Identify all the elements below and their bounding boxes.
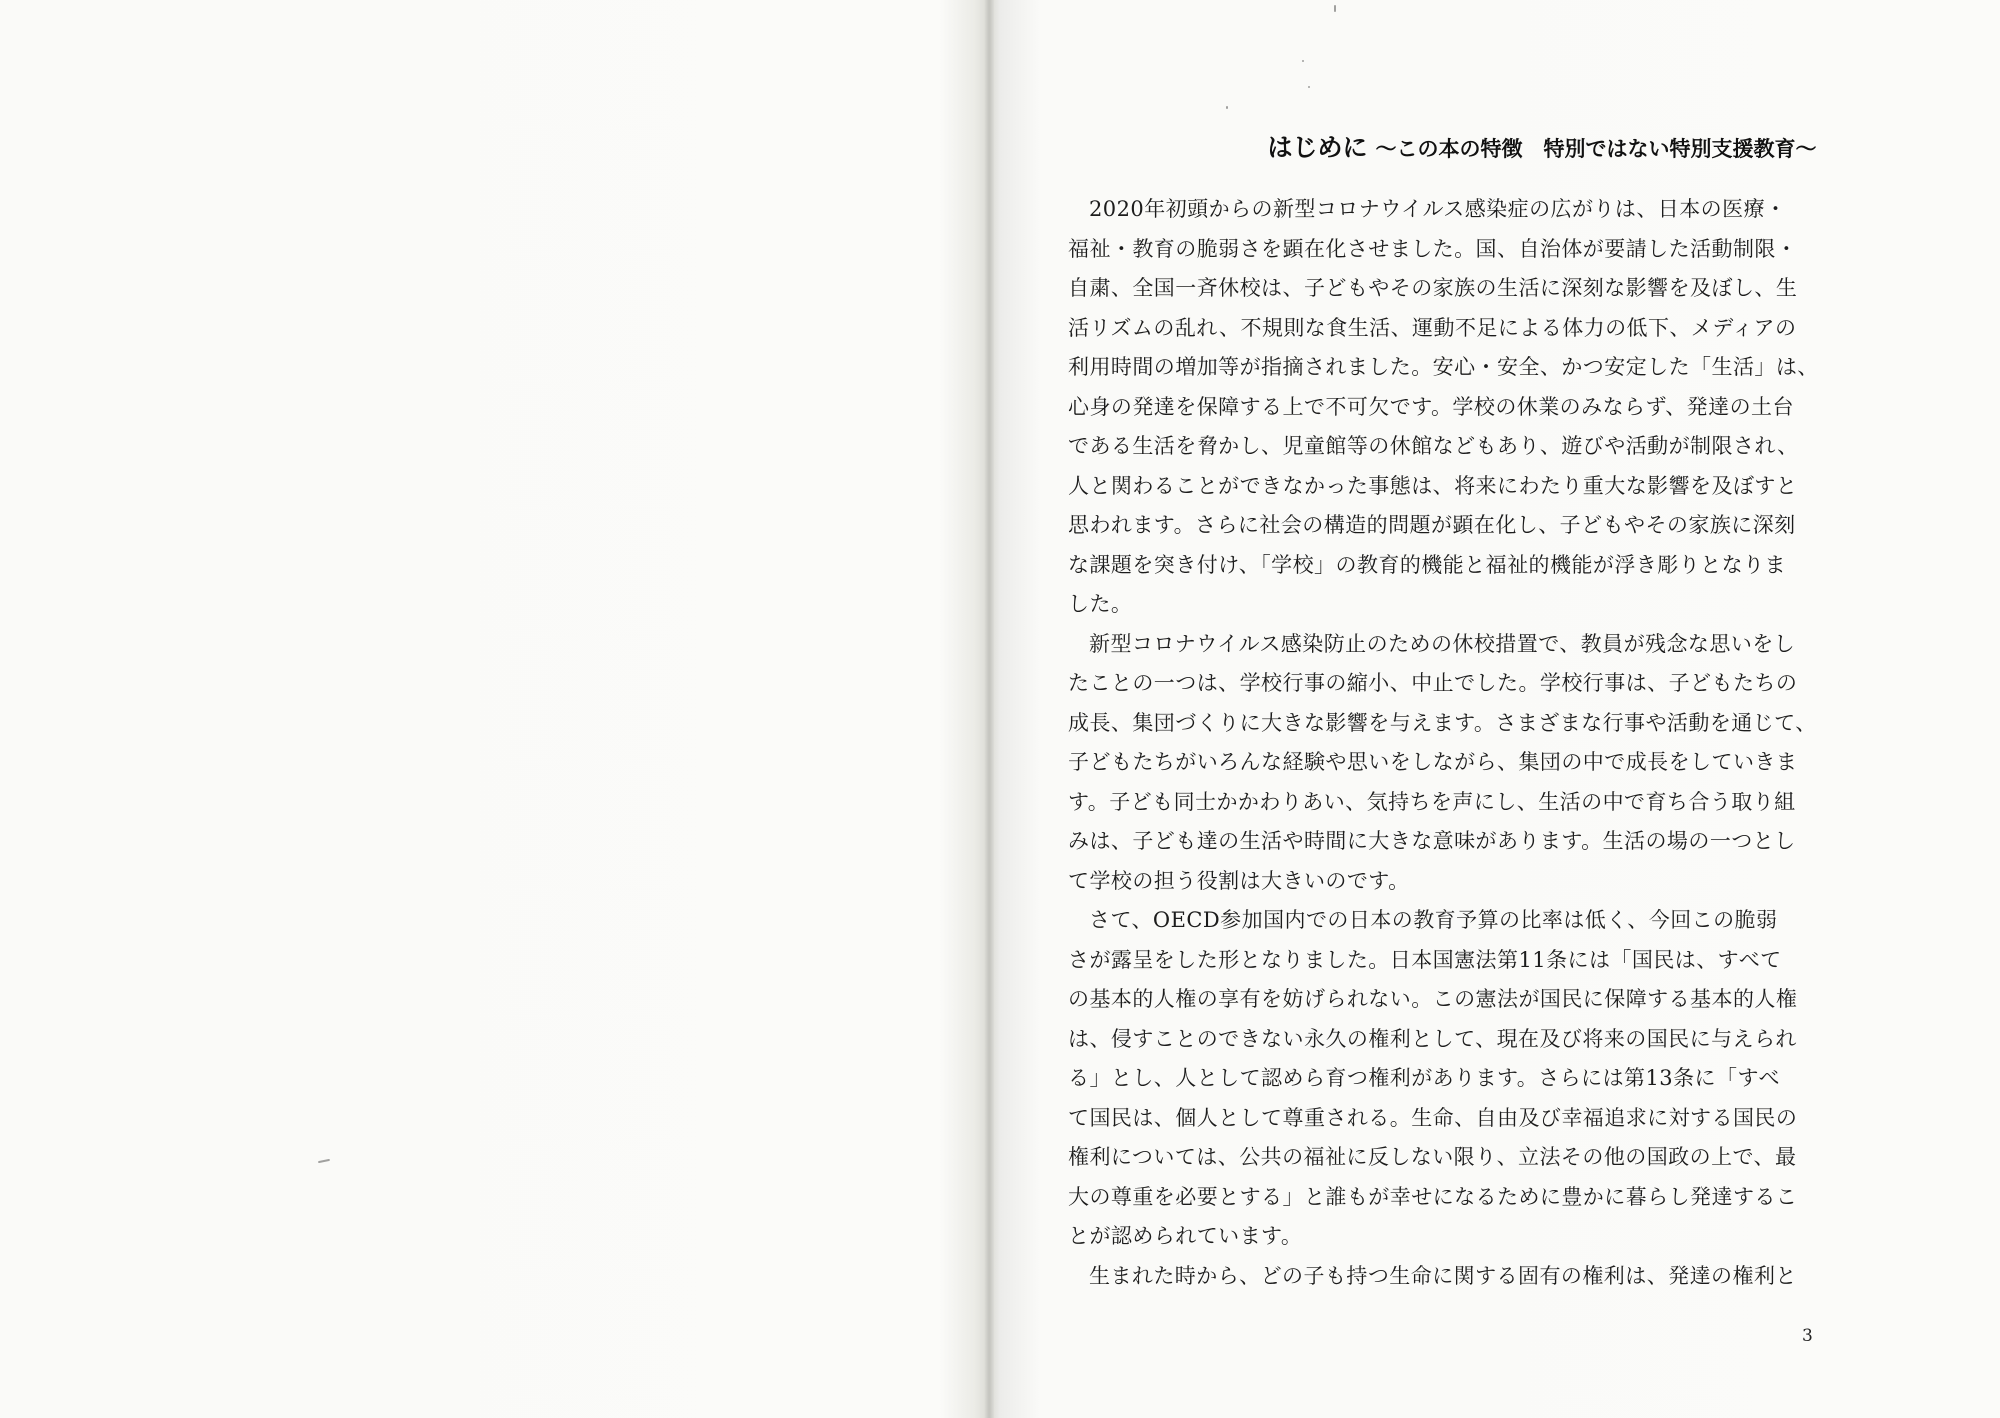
text-line: す。子ども同士かかわりあい、気持ちを声にし、生活の中で育ち合う取り組 xyxy=(1068,789,1796,814)
text-line: 成長、集団づくりに大きな影響を与えます。さまざまな行事や活動を通じて、 xyxy=(1068,710,1817,735)
text-line: て学校の担う役割は大きいのです。 xyxy=(1068,868,1410,893)
text-line: 活リズムの乱れ、不規則な食生活、運動不足による体力の低下、メディアの xyxy=(1068,315,1797,340)
text-line: みは、子ども達の生活や時間に大きな意味があります。生活の場の一つとし xyxy=(1068,829,1796,853)
text-line: 2020年初頭からの新型コロナウイルス感染症の広がりは、日本の医療・ xyxy=(1089,197,1787,221)
text-line: る」とし、人として認めら育つ権利があります。さらには第13条に「すべ xyxy=(1068,1066,1780,1090)
text-line: 生まれた時から、どの子も持つ生命に関する固有の権利は、発達の権利と xyxy=(1089,1263,1797,1288)
body-text xyxy=(1068,190,1835,1296)
text-line: である生活を脅かし、児童館等の休館などもあり、遊びや活動が制限され、 xyxy=(1068,434,1799,458)
text-line: 権利については、公共の福祉に反しない限り、立法その他の国政の上で、最 xyxy=(1068,1145,1797,1169)
text-line: さが露呈をした形となりました。日本国憲法第11条には「国民は、すべて xyxy=(1068,947,1782,972)
text-line: 自粛、全国一斉休校は、子どもやその家族の生活に深刻な影響を及ぼし、生 xyxy=(1068,276,1798,300)
chapter-heading xyxy=(1162,128,1922,164)
scan-speck xyxy=(318,1159,330,1163)
text-line: て国民は、個人として尊重される。生命、自由及び幸福追求に対する国民の xyxy=(1068,1105,1798,1130)
scan-speck xyxy=(1302,60,1304,62)
text-line: の基本的人権の享有を妨げられない。この憲法が国民に保障する基本的人権 xyxy=(1068,987,1798,1011)
text-line: たことの一つは、学校行事の縮小、中止でした。学校行事は、子どもたちの xyxy=(1068,671,1798,695)
left-page-blank xyxy=(0,0,990,1418)
text-line: 心身の発達を保障する上で不可欠です。学校の休業のみならず、発達の土台 xyxy=(1068,394,1794,419)
text-line: 思われます。さらに社会の構造的問題が顕在化し、子どもやその家族に深刻 xyxy=(1068,513,1796,537)
page-number: 3 xyxy=(1802,1326,1813,1346)
text-line: さて、OECD参加国内での日本の教育予算の比率は低く、今回この脆弱 xyxy=(1089,908,1778,932)
text-line: 新型コロナウイルス感染防止のための休校措置で、教員が残念な思いをし xyxy=(1089,631,1796,656)
right-page xyxy=(990,0,2000,1418)
text-line: 人と関わることができなかった事態は、将来にわたり重大な影響を及ぼすと xyxy=(1068,473,1798,498)
text-line: な課題を突き付け、「学校」の教育的機能と福祉的機能が浮き彫りとなりま xyxy=(1068,552,1786,577)
text-line: 福祉・教育の脆弱さを顕在化させました。国、自治体が要請した活動制限・ xyxy=(1068,236,1798,261)
scan-speck xyxy=(1308,86,1310,88)
scan-speck xyxy=(1334,5,1336,12)
text-line: とが認められています。 xyxy=(1068,1224,1303,1248)
text-line: 大の尊重を必要とする」と誰もが幸せになるために豊かに暮らし発達するこ xyxy=(1068,1184,1798,1209)
scan-speck xyxy=(1226,106,1228,109)
text-line: 利用時間の増加等が指摘されました。安心・安全、かつ安定した「生活」は、 xyxy=(1068,355,1819,379)
text-line: 子どもたちがいろんな経験や思いをしながら、集団の中で成長をしていきま xyxy=(1068,750,1798,774)
text-line: は、侵すことのできない永久の権利として、現在及び将来の国民に与えられ xyxy=(1068,1026,1797,1051)
heading-main: はじめに xyxy=(1267,133,1368,162)
text-line: した。 xyxy=(1068,592,1133,616)
heading-subtitle: ～この本の特徴 特別ではない特別支援教育～ xyxy=(1375,137,1817,161)
